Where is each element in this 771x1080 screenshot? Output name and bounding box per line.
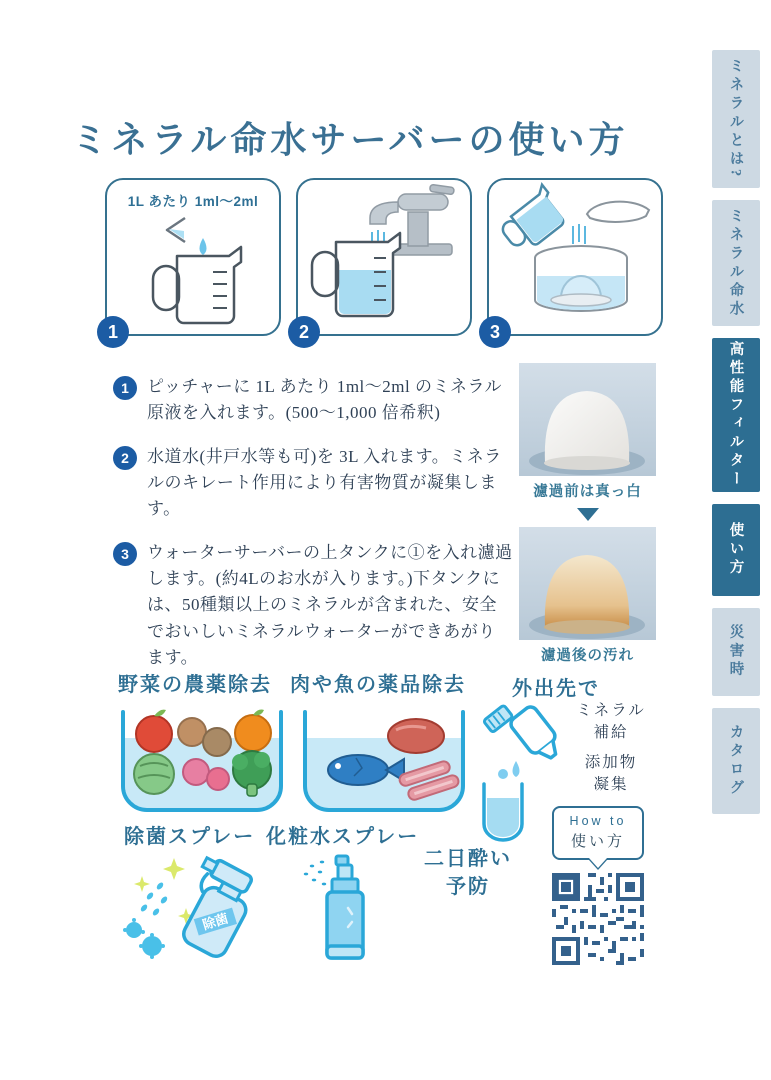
arrow-down-icon — [577, 508, 599, 521]
vegetables-tub-illustration — [116, 700, 288, 816]
hangover-line2: 予防 — [446, 876, 490, 898]
additive-line2: 凝集 — [593, 776, 629, 794]
step-text: 水道水(井戸水等も可)を 3L 入れます。ミネラルのキレート作用により有害物質が凝集します。 — [147, 446, 502, 519]
step-text: ウォーターサーバーの上タンクに①を入れ濾過します。(約4Lのお水が入ります。)下タンクには、50種類以上のミネラルが含まれた、安全でおいしいミネラルウォーターができあがります。 — [147, 542, 513, 668]
meat-fish-header: 肉や魚の薬品除去 — [290, 674, 466, 696]
step-card-3 — [487, 178, 663, 342]
vegetables-header: 野菜の農薬除去 — [118, 674, 272, 696]
dropper-bottle-icon — [476, 695, 568, 779]
sidebar-item-catalog[interactable]: カタログ — [712, 708, 760, 814]
after-caption: 濾過後の汚れ — [541, 648, 634, 664]
bubble-tail — [589, 858, 607, 868]
step-cards — [105, 178, 663, 342]
water-glass-icon — [477, 768, 529, 846]
additive-coagulation-text — [567, 752, 655, 797]
filter-before-photo — [519, 363, 656, 476]
filter-after-photo — [519, 527, 656, 640]
sidebar-nav — [712, 50, 760, 814]
sidebar-item-disaster[interactable]: 災害時 — [712, 608, 760, 696]
dose-label: 1L あたり 1ml〜2ml — [127, 194, 259, 209]
hangover-line1: 二日酔い — [424, 848, 512, 870]
lotion-spray-icon — [296, 850, 380, 968]
meat-fish-tub-illustration — [298, 700, 470, 816]
step-card-2 — [296, 178, 472, 342]
pitcher-drop-illustration — [107, 210, 277, 328]
hangover-text — [412, 845, 524, 901]
step-number: 3 — [113, 542, 137, 566]
step-number: 1 — [113, 376, 137, 400]
sidebar-item-what-is-mineral[interactable]: ミネラルとは? — [712, 50, 760, 188]
outside-header: 外出先で — [512, 678, 600, 700]
mineral-refill-line1: ミネラル — [576, 702, 646, 719]
qr-code — [552, 873, 644, 965]
sidebar-item-high-performance-filter[interactable]: 高性能フィルター — [712, 338, 760, 492]
sidebar-item-mineral-meisui[interactable]: ミネラル命水 — [712, 200, 760, 326]
card-number-badge: 3 — [479, 316, 511, 348]
server-tank-illustration — [489, 180, 659, 330]
sidebar-item-how-to-use[interactable]: 使い方 — [712, 504, 760, 596]
mineral-refill-text — [567, 700, 655, 745]
card-number-badge: 2 — [288, 316, 320, 348]
instruction-steps — [113, 374, 513, 688]
faucet-illustration — [298, 180, 468, 330]
sanitizer-spray-icon — [122, 852, 268, 974]
filter-photos — [519, 363, 656, 665]
instruction-step-3 — [113, 540, 513, 672]
instruction-step-1 — [113, 374, 513, 427]
lotion-header: 化粧水スプレー — [266, 826, 420, 848]
howto-bubble — [552, 806, 644, 860]
howto-line1: How to — [569, 814, 627, 828]
sanitizer-header: 除菌スプレー — [124, 826, 256, 848]
additive-line1: 添加物 — [584, 754, 638, 771]
page-title: ミネラル命水サーバーの使い方 — [71, 120, 629, 160]
howto-block — [552, 806, 644, 970]
sanitizer-bottle-label: 除菌 — [200, 910, 231, 933]
card-number-badge: 1 — [97, 316, 129, 348]
step-number: 2 — [113, 446, 137, 470]
mineral-refill-line2: 補給 — [593, 724, 629, 742]
howto-line2: 使い方 — [570, 834, 625, 850]
step-card-1 — [105, 178, 281, 342]
step-text: ピッチャーに 1L あたり 1ml〜2ml のミネラル原液を入れます。(500〜1,000 倍希釈) — [147, 377, 502, 423]
before-caption: 濾過前は真っ白 — [533, 484, 642, 500]
instruction-step-2 — [113, 444, 513, 523]
